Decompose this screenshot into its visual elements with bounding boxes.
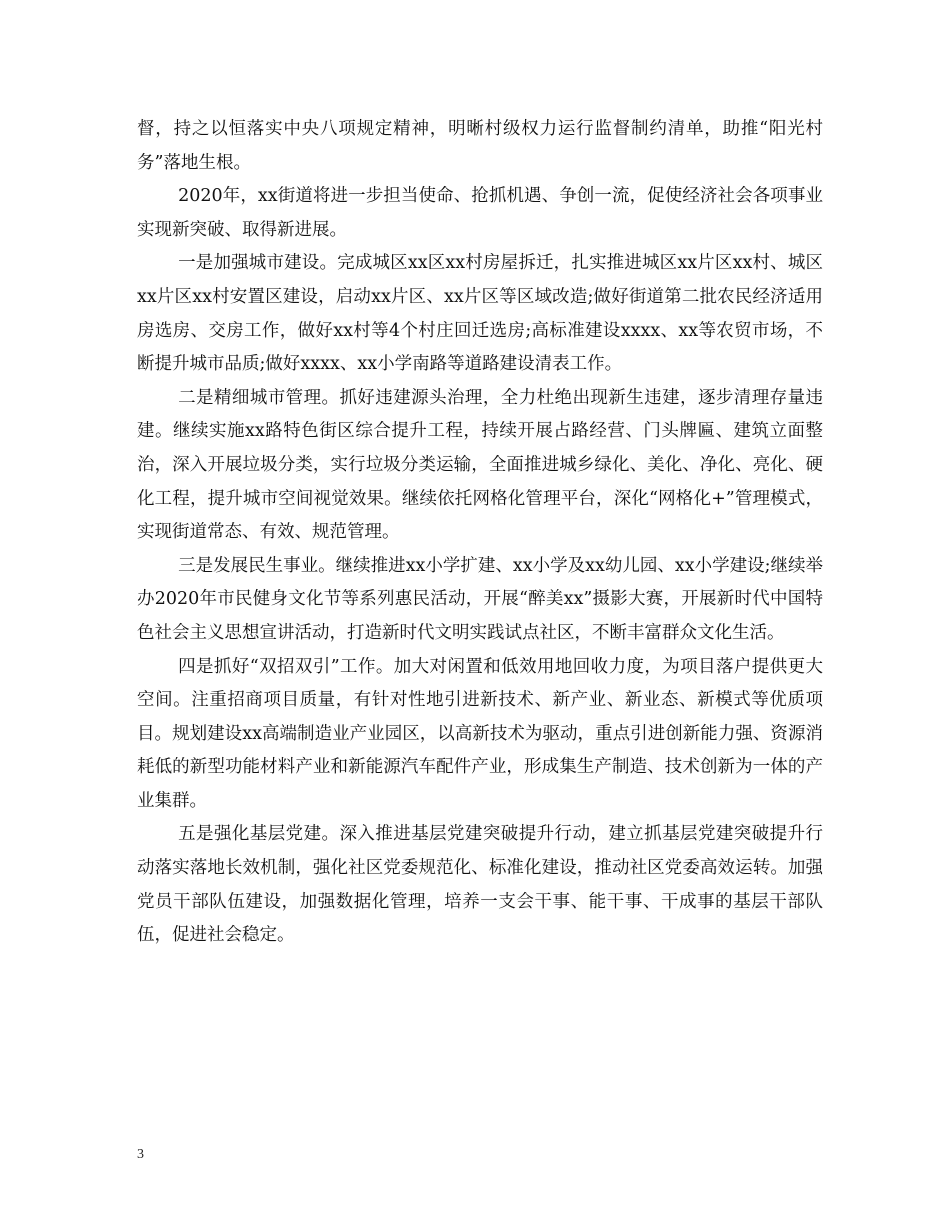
page-number: 3 <box>137 1147 144 1162</box>
paragraph-investment: 四是抓好“双招双引”工作。加大对闲置和低效用地回收力度，为项目落户提供更大空间。注重招商项目质量，有针对性地引进新技术、新产业、新业态、新模式等优质项目。规划建设xx高端制造业产业园区，以高新技术为驱动，重点引进创新能力强、资源消耗低的新型功能材料产业和新能源汽车配件产业，形成集生产制造、技术创新为一体的产业集群。 <box>137 656 823 811</box>
paragraph-continuation: 督，持之以恒落实中央八项规定精神，明晰村级权力运行监督制约清单，助推“阳光村务”落地生根。 <box>137 119 823 173</box>
paragraph-urban-construction: 一是加强城市建设。完成城区xx区xx村房屋拆迁，扎实推进城区xx片区xx村、城区xx片区xx村安置区建设，启动xx片区、xx片区等区域改造;做好街道第二批农民经济适用房选房、交房工作，做好xx村等4个村庄回迁选房;高标准建设xxxx、xx等农贸市场，不断提升城市品质;做好xxxx、xx小学南路等道路建设清表工作。 <box>137 253 823 375</box>
document-body <box>137 113 823 953</box>
paragraph-party-building: 五是强化基层党建。深入推进基层党建突破提升行动，建立抓基层党建突破提升行动落实落地长效机制，强化社区党委规范化、标准化建设，推动社区党委高效运转。加强党员干部队伍建设，加强数据化管理，培养一支会干事、能干事、干成事的基层干部队伍，促进社会稳定。 <box>137 824 823 946</box>
paragraph-2020-goals: 2020年，xx街道将进一步担当使命、抢抓机遇、争创一流，促使经济社会各项事业实现新突破、取得新进展。 <box>137 186 823 240</box>
paragraph-urban-management: 二是精细城市管理。抓好违建源头治理，全力杜绝出现新生违建，逐步清理存量违建。继续实施xx路特色街区综合提升工程，持续开展占路经营、门头牌匾、建筑立面整治，深入开展垃圾分类，实行垃圾分类运输，全面推进城乡绿化、美化、净化、亮化、硬化工程，提升城市空间视觉效果。继续依托网格化管理平台，深化“网格化+”管理模式，实现街道常态、有效、规范管理。 <box>137 387 823 543</box>
paragraph-livelihood: 三是发展民生事业。继续推进xx小学扩建、xx小学及xx幼儿园、xx小学建设;继续举办2020年市民健身文化节等系列惠民活动，开展“醉美xx”摄影大赛，开展新时代中国特色社会主义思想宣讲活动，打造新时代文明实践试点社区，不断丰富群众文化生活。 <box>137 555 823 643</box>
